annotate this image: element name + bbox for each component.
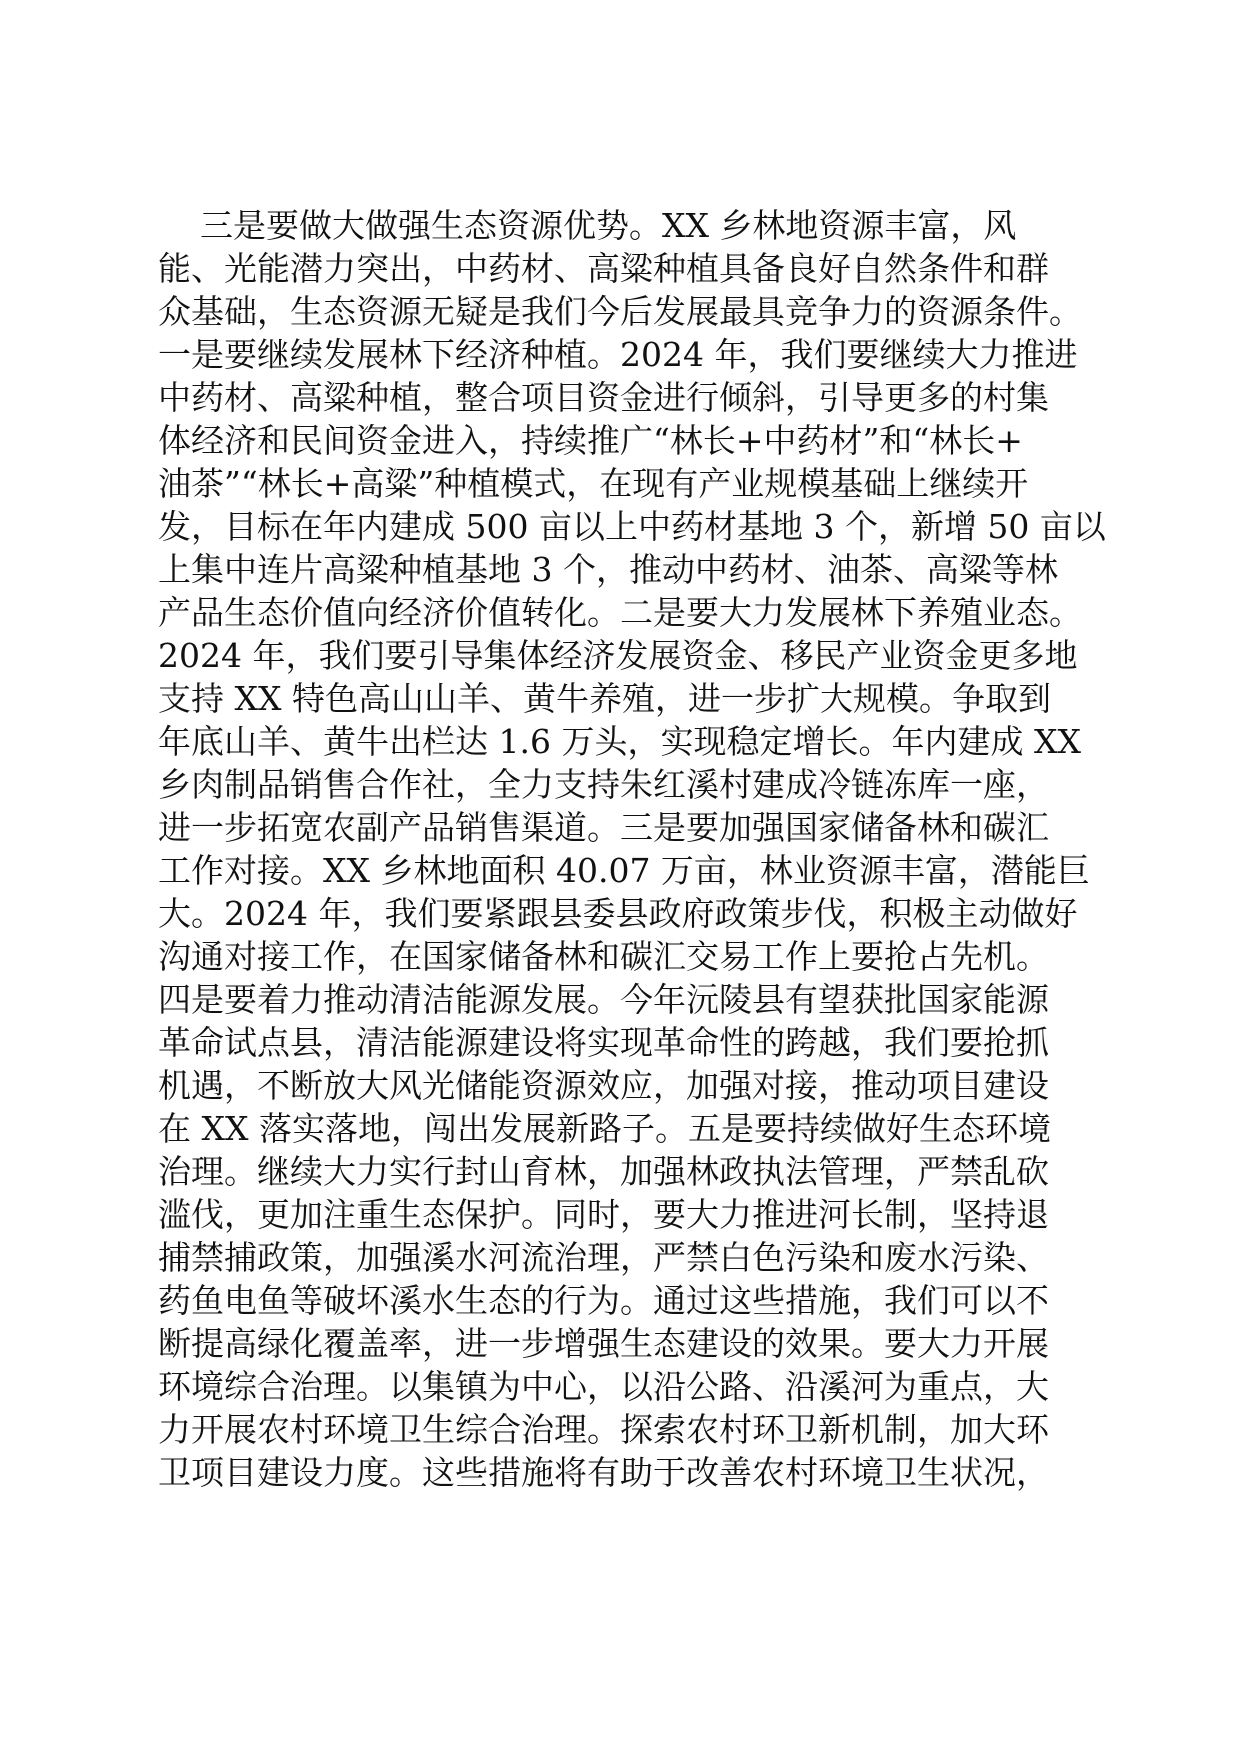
text-line: 工作对接。XX 乡林地面积 40.07 万亩，林业资源丰富，潜能巨 (158, 851, 1090, 890)
text-line: 年底山羊、黄牛出栏达 1.6 万头，实现稳定增长。年内建成 XX (158, 722, 1081, 761)
text-line: 卫项目建设力度。这些措施将有助于改善农村环境卫生状况， (158, 1453, 1049, 1492)
text-line: 乡肉制品销售合作社，全力支持朱红溪村建成冷链冻库一座， (158, 765, 1049, 804)
text-line: 油茶”“林长+高粱”种植模式，在现有产业规模基础上继续开 (158, 464, 1029, 503)
text-line: 一是要继续发展林下经济种植。2024 年，我们要继续大力推进 (158, 335, 1078, 374)
text-line: 众基础，生态资源无疑是我们今后发展最具竞争力的资源条件。 (158, 292, 1082, 331)
text-line: 药鱼电鱼等破坏溪水生态的行为。通过这些措施，我们可以不 (158, 1281, 1049, 1320)
text-line: 力开展农村环境卫生综合治理。探索农村环卫新机制，加大环 (158, 1410, 1049, 1449)
text-line: 断提高绿化覆盖率，进一步增强生态建设的效果。要大力开展 (158, 1324, 1049, 1363)
text-line: 支持 XX 特色高山山羊、黄牛养殖，进一步扩大规模。争取到 (158, 679, 1051, 718)
text-line: 发，目标在年内建成 500 亩以上中药材基地 3 个，新增 50 亩以 (158, 507, 1106, 546)
text-line: 上集中连片高粱种植基地 3 个，推动中药材、油茶、高粱等林 (158, 550, 1058, 589)
text-line: 在 XX 落实落地，闯出发展新路子。五是要持续做好生态环境 (158, 1109, 1051, 1148)
text-line: 三是要做大做强生态资源优势。XX 乡林地资源丰富，风 (158, 206, 1017, 245)
text-line: 环境综合治理。以集镇为中心，以沿公路、沿溪河为重点，大 (158, 1367, 1049, 1406)
text-line: 中药材、高粱种植，整合项目资金进行倾斜，引导更多的村集 (158, 378, 1049, 417)
text-line: 四是要着力推动清洁能源发展。今年沅陵县有望获批国家能源 (158, 980, 1049, 1019)
body-paragraph (158, 204, 1106, 1494)
text-line: 捕禁捕政策，加强溪水河流治理，严禁白色污染和废水污染、 (158, 1238, 1049, 1277)
text-line: 革命试点县，清洁能源建设将实现革命性的跨越，我们要抢抓 (158, 1023, 1049, 1062)
text-line: 能、光能潜力突出，中药材、高粱种植具备良好自然条件和群 (158, 249, 1049, 288)
text-line: 滥伐，更加注重生态保护。同时，要大力推进河长制，坚持退 (158, 1195, 1049, 1234)
text-line: 机遇，不断放大风光储能资源效应，加强对接，推动项目建设 (158, 1066, 1049, 1105)
text-line: 沟通对接工作，在国家储备林和碳汇交易工作上要抢占先机。 (158, 937, 1049, 976)
text-line: 体经济和民间资金进入，持续推广“林长+中药材”和“林长+ (158, 421, 1023, 460)
text-line: 治理。继续大力实行封山育林，加强林政执法管理，严禁乱砍 (158, 1152, 1049, 1191)
text-line: 进一步拓宽农副产品销售渠道。三是要加强国家储备林和碳汇 (158, 808, 1049, 847)
text-line: 产品生态价值向经济价值转化。二是要大力发展林下养殖业态。 (158, 593, 1082, 632)
text-line: 大。2024 年，我们要紧跟县委县政府政策步伐，积极主动做好 (158, 894, 1078, 933)
text-line: 2024 年，我们要引导集体经济发展资金、移民产业资金更多地 (158, 636, 1078, 675)
